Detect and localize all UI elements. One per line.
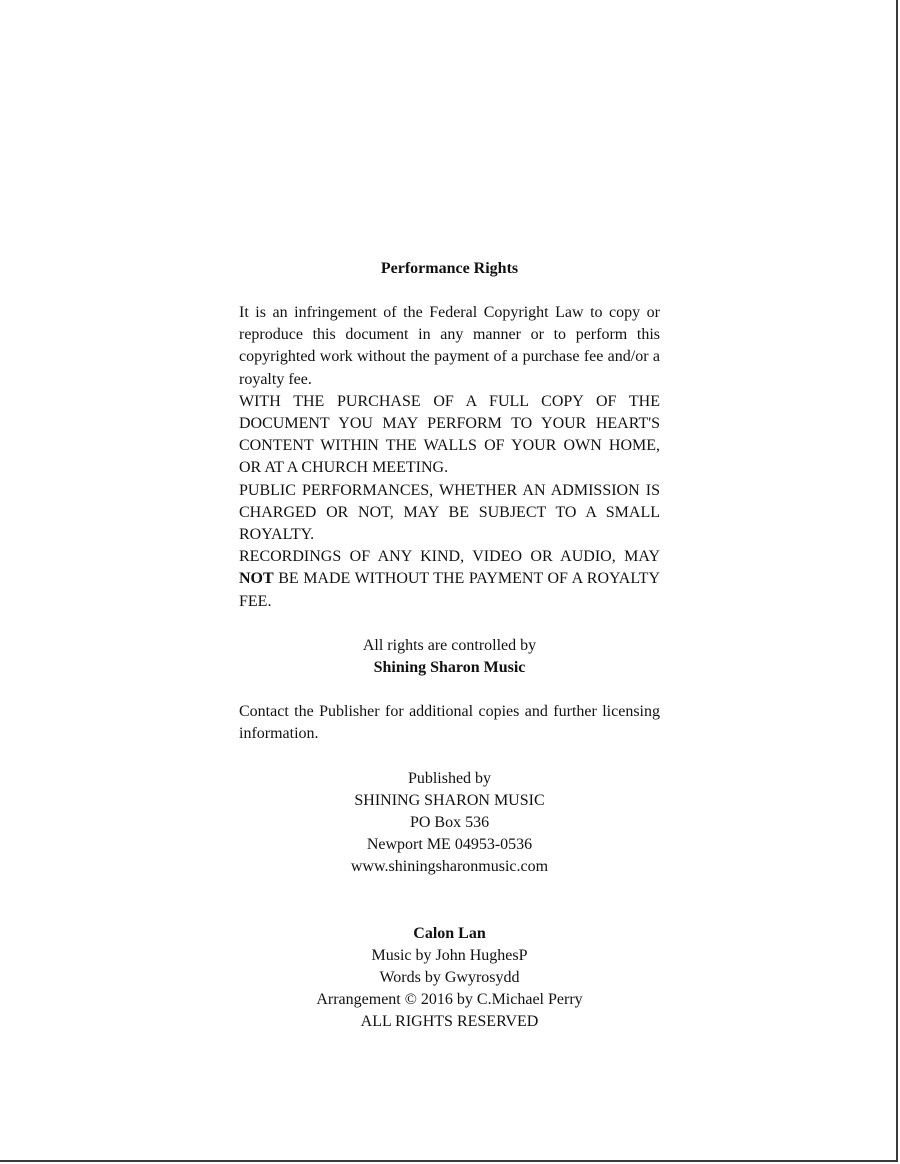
arrangement-credit: Arrangement © 2016 by C.Michael Perry	[316, 991, 583, 1009]
page-title: Performance Rights	[380, 260, 519, 277]
publisher-city: Newport ME 04953-0536	[366, 836, 533, 854]
page-content	[239, 258, 660, 1034]
purchase-notice: WITH THE PURCHASE OF A FULL COPY OF THE DOCUMENT YOU MAY PERFORM TO YOUR HEART'S CONTENT WITHIN THE WALLS OF YOUR OWN HOME, OR AT A CHURCH MEETING.	[239, 392, 660, 477]
spacer	[239, 613, 660, 635]
rights-statement: All rights are controlled by	[362, 636, 537, 654]
words-credit: Words by Gwyrosydd	[379, 969, 520, 987]
recordings-notice-start: RECORDINGS OF ANY KIND, VIDEO OR AUDIO, MAY	[239, 548, 660, 566]
public-performance-notice: PUBLIC PERFORMANCES, WHETHER AN ADMISSION IS CHARGED OR NOT, MAY BE SUBJECT TO A SMALL ROYALTY.	[239, 481, 660, 544]
recordings-notice-end: BE MADE WITHOUT THE PAYMENT OF A ROYALTY FEE.	[239, 570, 660, 610]
work-title: Calon Lan	[413, 924, 486, 942]
copyright-paragraph: It is an infringement of the Federal Copyright Law to copy or reproduce this document in any manner or to perform this copyrighted work without the payment of a purchase fee and/or a royalty fee.	[239, 304, 660, 388]
publisher-po-box: PO Box 536	[409, 814, 490, 832]
publisher-website: www.shiningsharonmusic.com	[350, 858, 549, 876]
spacer	[239, 679, 660, 701]
rights-reserved: ALL RIGHTS RESERVED	[360, 1013, 539, 1031]
spacer	[239, 280, 660, 302]
spacer	[239, 746, 660, 768]
published-by-label: Published by	[407, 769, 492, 787]
rights-owner: Shining Sharon Music	[373, 659, 526, 677]
contact-paragraph: Contact the Publisher for additional copies and further licensing information.	[239, 703, 660, 743]
publisher-name: SHINING SHARON MUSIC	[354, 791, 545, 809]
recordings-notice	[239, 546, 660, 613]
music-credit: Music by John HughesP	[371, 946, 528, 964]
spacer	[239, 879, 660, 923]
recordings-notice-emphasis: NOT	[239, 570, 274, 588]
